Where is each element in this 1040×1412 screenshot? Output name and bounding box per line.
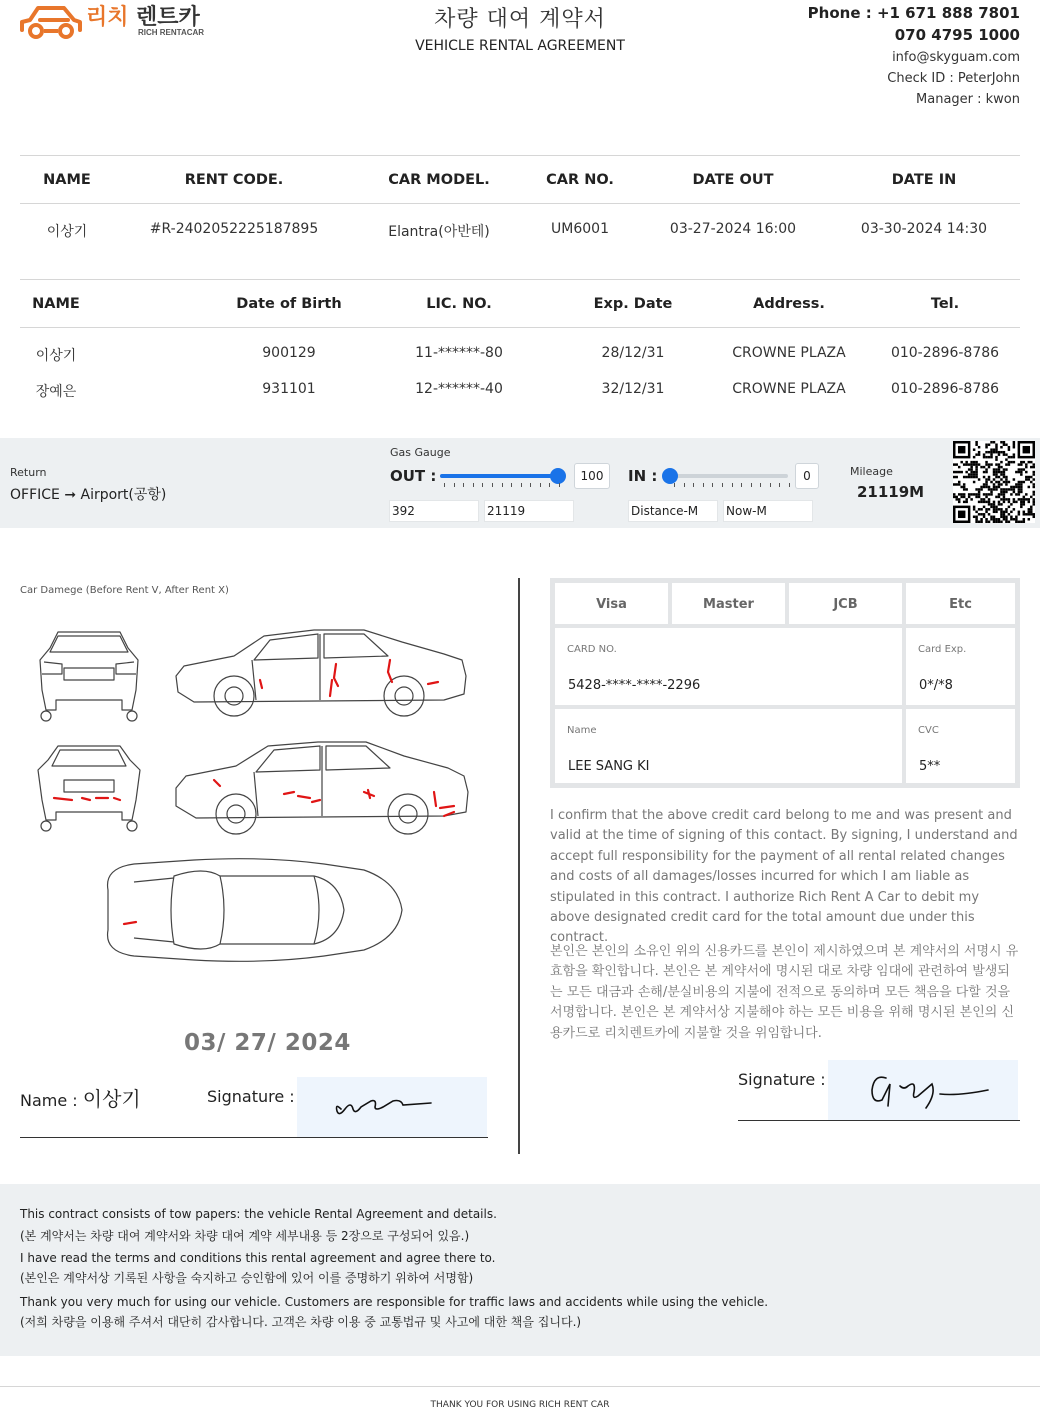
driver2-address: CROWNE PLAZA bbox=[732, 381, 846, 397]
col-name: NAME bbox=[43, 172, 91, 188]
mileage-label: Mileage bbox=[850, 465, 893, 478]
car-damage-diagram-icon bbox=[24, 620, 494, 980]
thank-you-text: THANK YOU FOR USING RICH RENT CAR bbox=[430, 1400, 610, 1410]
card-exp-value: 0*/*8 bbox=[919, 678, 953, 693]
mileage-now-input[interactable]: 21119 bbox=[484, 500, 574, 522]
mileage-value: 21119M bbox=[857, 483, 925, 501]
card-consent-korean: 본인은 본인의 소유인 위의 신용카드를 본인이 제시하였으며 본 계약서의 서명시 유효함을 확인합니다. 본인은 본 계약서에 명시된 대로 차량 임대에 관련하여 발생되는 모든 대금과 손해/분실비용의 지불에 전적으로 동의하며 모든 책음을 다할 것을 서명합니다. 본인은 본 계약서상 지불해야 하는 모든 비용을 위해 명시된 본인의 신용카드로 리치렌트카에 지불할 것을 위임합니다. bbox=[550, 944, 1019, 1041]
return-value: OFFICE ➞ Airport(공항) bbox=[10, 487, 167, 503]
card-type-etc[interactable] bbox=[904, 581, 1017, 626]
renter-name-row bbox=[20, 1083, 141, 1112]
card-consent-english: I confirm that the above credit card belong to me and was present and valid at the time of signing of this contact. By signing, I understand and accept full responsibility for the payment of all rental related changes and costs of all damages/losses incurred for which I am liable as stipulated in this contract. I authorize Rich Rent A Car to debit my above designated credit card for the total amount due under this contract. bbox=[550, 808, 1018, 946]
driver1-name: 이상기 bbox=[35, 348, 77, 364]
signature-underline-right bbox=[738, 1120, 1020, 1121]
damage-label: Car Damege (Before Rent V, After Rent X) bbox=[20, 585, 229, 596]
rental-car-no: UM6001 bbox=[551, 221, 609, 237]
driver1-tel: 010-2896-8786 bbox=[890, 345, 1000, 361]
signature-underline-left bbox=[20, 1137, 488, 1138]
col-car-no: CAR NO. bbox=[546, 172, 614, 188]
driver2-dob: 931101 bbox=[262, 381, 316, 397]
driver2-tel: 010-2896-8786 bbox=[890, 381, 1000, 397]
title-english: VEHICLE RENTAL AGREEMENT bbox=[415, 38, 625, 54]
card-type-visa[interactable] bbox=[553, 581, 670, 626]
signature-box-right[interactable] bbox=[828, 1060, 1018, 1120]
fuel-in-slider[interactable] bbox=[670, 465, 788, 485]
terms-line-6: (저희 차량을 이용해 주셔서 대단히 감사합니다. 고객은 차량 이용 중 교통법규 및 사고에 대한 책을 집니다.) bbox=[20, 1315, 582, 1329]
col-tel: Tel. bbox=[930, 296, 960, 312]
gas-gauge-label: Gas Gauge bbox=[390, 446, 451, 459]
terms-footer bbox=[0, 1184, 1040, 1356]
rental-name: 이상기 bbox=[46, 224, 88, 240]
driver2-exp: 32/12/31 bbox=[601, 381, 665, 397]
fuel-in-ticks bbox=[674, 483, 790, 487]
return-label: Return bbox=[10, 466, 47, 479]
driver1-exp: 28/12/31 bbox=[601, 345, 665, 361]
out-label: OUT : bbox=[390, 467, 437, 485]
signature-scribble-left-icon bbox=[297, 1077, 487, 1137]
col-dob: Date of Birth bbox=[236, 296, 342, 312]
rental-car-model: Elantra(아반테) bbox=[388, 224, 490, 240]
fuel-out-slider-knob[interactable] bbox=[550, 468, 566, 484]
card-type-jcb-label: JCB bbox=[833, 597, 858, 612]
distance-input[interactable]: Distance-M bbox=[628, 500, 718, 522]
card-holder-value: LEE SANG KI bbox=[568, 759, 650, 774]
logo-subtitle: RICH RENTACAR bbox=[138, 28, 205, 37]
terms-line-4: (본인은 계약서상 기록된 사항을 숙지하고 승인함에 있어 이를 증명하기 위하여 서명함) bbox=[20, 1271, 474, 1285]
signature-label-left: Signature : bbox=[207, 1087, 295, 1106]
fuel-out-value[interactable]: 100 bbox=[574, 463, 610, 489]
card-holder-field[interactable] bbox=[553, 707, 904, 785]
fuel-in-value[interactable]: 0 bbox=[795, 463, 819, 489]
driver1-lic: 11-******-80 bbox=[415, 345, 503, 361]
col-driver-name: NAME bbox=[32, 296, 80, 312]
col-date-in: DATE IN bbox=[891, 172, 957, 188]
rental-table bbox=[20, 155, 1020, 275]
card-cvc-value: 5** bbox=[919, 759, 941, 774]
fuel-out-slider[interactable] bbox=[440, 465, 558, 485]
card-number-label: CARD NO. bbox=[567, 644, 617, 655]
title-korean: 차량 대여 계약서 bbox=[434, 7, 606, 32]
renter-name-label: Name : bbox=[20, 1091, 78, 1110]
card-cvc-field[interactable] bbox=[904, 707, 1017, 785]
driver-table bbox=[20, 279, 1020, 419]
bottom-divider bbox=[0, 1386, 1040, 1387]
contact-block bbox=[808, 4, 1020, 113]
card-type-master-label: Master bbox=[703, 597, 754, 612]
col-car-model: CAR MODEL. bbox=[388, 172, 490, 188]
in-label: IN : bbox=[628, 467, 658, 485]
now-mileage-input[interactable]: Now-M bbox=[723, 500, 813, 522]
card-exp-label: Card Exp. bbox=[918, 644, 967, 655]
rental-date-in: 03-30-2024 14:30 bbox=[860, 221, 988, 237]
col-date-out: DATE OUT bbox=[692, 172, 774, 188]
terms-line-5: Thank you very much for using our vehicle. Customers are responsible for traffic laws and accidents while using the vehicle. bbox=[20, 1295, 769, 1309]
logo-text-part2: 렌트카 bbox=[136, 5, 200, 30]
terms-line-3: I have read the terms and conditions this rental agreement and agree there to. bbox=[20, 1251, 496, 1265]
phone-secondary: 070 4795 1000 bbox=[894, 26, 1020, 44]
fuel-in-slider-knob[interactable] bbox=[662, 468, 678, 484]
signature-label-right: Signature : bbox=[738, 1070, 826, 1089]
card-info-grid bbox=[550, 578, 1020, 788]
col-address: Address. bbox=[753, 296, 825, 312]
driver2-name: 장예은 bbox=[35, 384, 77, 400]
check-id: Check ID : PeterJohn bbox=[887, 71, 1020, 86]
fuel-out-ticks bbox=[444, 483, 560, 487]
card-exp-field[interactable] bbox=[904, 626, 1017, 707]
terms-line-1: This contract consists of tow papers: the vehicle Rental Agreement and details. bbox=[20, 1207, 497, 1221]
phone-primary: Phone : +1 671 888 7801 bbox=[807, 4, 1020, 22]
card-type-master[interactable] bbox=[670, 581, 787, 626]
card-type-jcb[interactable] bbox=[787, 581, 904, 626]
logo-text-part1: 리치 bbox=[86, 5, 129, 30]
signature-scribble-right-icon bbox=[828, 1060, 1018, 1120]
card-holder-label: Name bbox=[567, 725, 597, 736]
rental-code: #R-2402052225187895 bbox=[149, 221, 319, 237]
email: info@skyguam.com bbox=[892, 50, 1020, 65]
rental-date-out: 03-27-2024 16:00 bbox=[669, 221, 797, 237]
signature-box-left[interactable] bbox=[297, 1077, 487, 1137]
driver1-dob: 900129 bbox=[262, 345, 316, 361]
card-number-value: 5428-****-****-2296 bbox=[568, 678, 701, 693]
driver1-address: CROWNE PLAZA bbox=[732, 345, 846, 361]
manager: Manager : kwon bbox=[916, 92, 1020, 107]
contract-date: 03/ 27/ 2024 bbox=[184, 1030, 351, 1056]
card-number-field[interactable] bbox=[553, 626, 904, 707]
card-type-visa-label: Visa bbox=[596, 597, 627, 612]
col-exp-date: Exp. Date bbox=[593, 296, 673, 312]
terms-line-2: (본 계약서는 차량 대여 계약서와 차량 대여 계약 세부내용 등 2장으로 구성되어 있음.) bbox=[20, 1229, 470, 1243]
driver2-lic: 12-******-40 bbox=[415, 381, 503, 397]
card-cvc-label: CVC bbox=[918, 725, 939, 736]
qr-code-icon bbox=[953, 441, 1035, 523]
gauge-band bbox=[0, 438, 1040, 528]
card-type-etc-label: Etc bbox=[949, 597, 972, 612]
renter-name-value: 이상기 bbox=[82, 1087, 141, 1111]
col-rent-code: RENT CODE. bbox=[184, 172, 284, 188]
section-divider bbox=[518, 578, 520, 1154]
mileage-out-input[interactable]: 392 bbox=[389, 500, 479, 522]
col-lic-no: LIC. NO. bbox=[426, 296, 492, 312]
